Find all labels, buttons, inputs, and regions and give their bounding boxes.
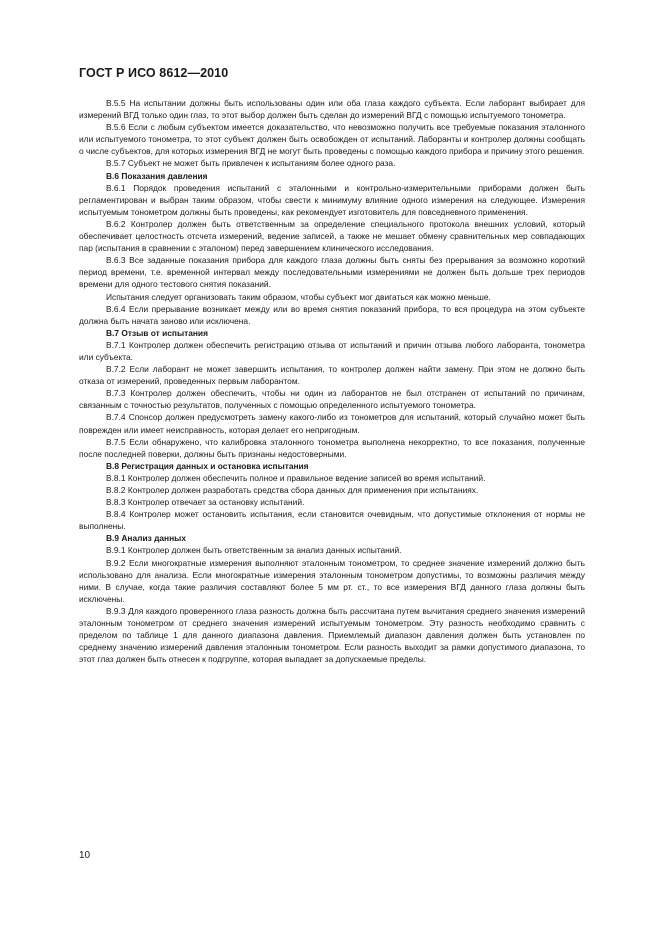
section-heading-b9: В.9 Анализ данных bbox=[106, 533, 186, 544]
clause-b6-3-note: Испытания следует организовать таким образом, чтобы субъект мог двигаться как можно меньше. bbox=[106, 291, 491, 302]
clause-b7-1: В.7.1 Контролер должен обеспечить регистрацию отзыва от испытаний и причин отзыва любого лаборанта, тонометра или субъекта. bbox=[79, 339, 585, 362]
page-number: 10 bbox=[79, 850, 91, 861]
clause-b8-4: В.8.4 Контролер может остановить испытания, если становится очевидным, что допустимые отклонения от нормы не выполнены. bbox=[79, 509, 585, 532]
clause-b6-2: В.6.2 Контролер должен быть ответственным за определение специального протокола внешних условий, который обеспечивает целостность отсчета измерений, ведение записей, а также не мешает обмену сравнительных мер совпадающих пар (испытания в сравнении с эталоном) перед завершением клинического исследования. bbox=[79, 218, 585, 254]
clause-b7-4: В.7.4 Спонсор должен предусмотреть замену какого-либо из тонометров для испытаний, который случайно может быть поврежден или имеет неисправность, которая делает его непригодным. bbox=[79, 412, 585, 435]
clause-b9-1: В.9.1 Контролер должен быть ответственным за анализ данных испытаний. bbox=[106, 545, 402, 556]
clause-b9-3: В.9.3 Для каждого проверенного глаза разность должна быть рассчитана путем вычитания среднего значения измерений эталонным тонометром от среднего значения измерений испытуемым тонометром. Эту разность необходимо сравнить с пределом по таблице 1 для данного диапазона давления. Приемлемый диапазон давления должен быть установлен по среднему значению измерений давления эталонным тонометром. Если разность выходит за рамки допустимого диапазона, то этот глаз должен быть отнесен к подгруппе, которая выпадает за допускаемые пределы. bbox=[79, 605, 585, 665]
document-body bbox=[79, 97, 585, 665]
section-heading-b8: В.8 Регистрация данных и остановка испытания bbox=[106, 460, 309, 471]
clause-b5-6: В.5.6 Если с любым субъектом имеется доказательство, что невозможно получить все требуемые показания эталонного или испытуемого тонометра, то этот субъект должен быть освобожден от испытаний. Лаборанты и контролер должны сообщать о числе субъектов, для которых измерения ВГД не могут быть проведены с помощью каждого прибора и причину этого решения. bbox=[79, 122, 585, 157]
clause-b8-2: В.8.2 Контролер должен разработать средства сбора данных для применения при испытаниях. bbox=[106, 485, 479, 495]
clause-b5-5: В.5.5 На испытании должны быть использованы один или оба глаза каждого субъекта. Если лаборант выбирает для измерений ВГД только один глаз, то этот выбор должен быть сделан до измерений ВГД с помощью испытуемого тонометра. bbox=[79, 98, 585, 121]
clause-b6-4: В.6.4 Если прерывание возникает между или во время снятия показаний прибора, то вся процедура на этом субъекте должна быть начата заново или исключена. bbox=[79, 303, 585, 326]
clause-b8-3: В.8.3 Контролер отвечает за остановку испытаний. bbox=[106, 497, 305, 508]
clause-b6-3: В.6.3 Все заданные показания прибора для каждого глаза должны быть сняты без прерывания за возможно короткий период времени, т.е. временной интервал между последовательными измерениями не должен быть дольше трех периодов времени для одного тестового снятия показаний. bbox=[79, 255, 585, 290]
clause-b7-2: В.7.2 Если лаборант не может завершить испытания, то контролер должен найти замену. При этом не должно быть отказа от измерений, проведенных первым лаборантом. bbox=[79, 364, 585, 387]
clause-b9-2: В.9.2 Если многократные измерения выполняют эталонным тонометром, то среднее значение измерений должно быть использовано для анализа. Если многократные измерения эталонным тонометром допустимы, то возможны различия между ними. В случае, когда такие различия составляют более 5 мм рт. ст., то все измерения ВГД данного глаза должны быть исключены. bbox=[79, 557, 585, 604]
clause-b7-5: В.7.5 Если обнаружено, что калибровка эталонного тонометра выполнена некорректно, то все показания, полученные после последней поверки, должны быть признаны недостоверными. bbox=[79, 436, 585, 459]
clause-b5-7: В.5.7 Субъект не может быть привлечен к испытаниям более одного раза. bbox=[106, 158, 396, 169]
document-header: ГОСТ Р ИСО 8612—2010 bbox=[79, 66, 229, 80]
section-heading-b7: В.7 Отзыв от испытания bbox=[106, 327, 208, 338]
clause-b8-1: В.8.1 Контролер должен обеспечить полное и правильное ведение записей во время испытаний. bbox=[106, 472, 486, 483]
clause-b6-1: В.6.1 Порядок проведения испытаний с эталонными и контрольно-измерительными приборами должен быть регламентирован и выбран таким образом, чтобы свести к минимуму влияние одного измерения на следующее. Измерения испытуемым тонометром должны быть проведены, как рекомендует изготовитель для повседневного применения. bbox=[79, 182, 585, 217]
section-heading-b6: В.6 Показания давления bbox=[106, 170, 208, 181]
clause-b7-3: В.7.3 Контролер должен обеспечить, чтобы ни один из лаборантов не был отстранен от испытаний по причинам, связанным с точностью результатов, полученных с помощью определенного испытуемого тонометра. bbox=[79, 388, 585, 411]
